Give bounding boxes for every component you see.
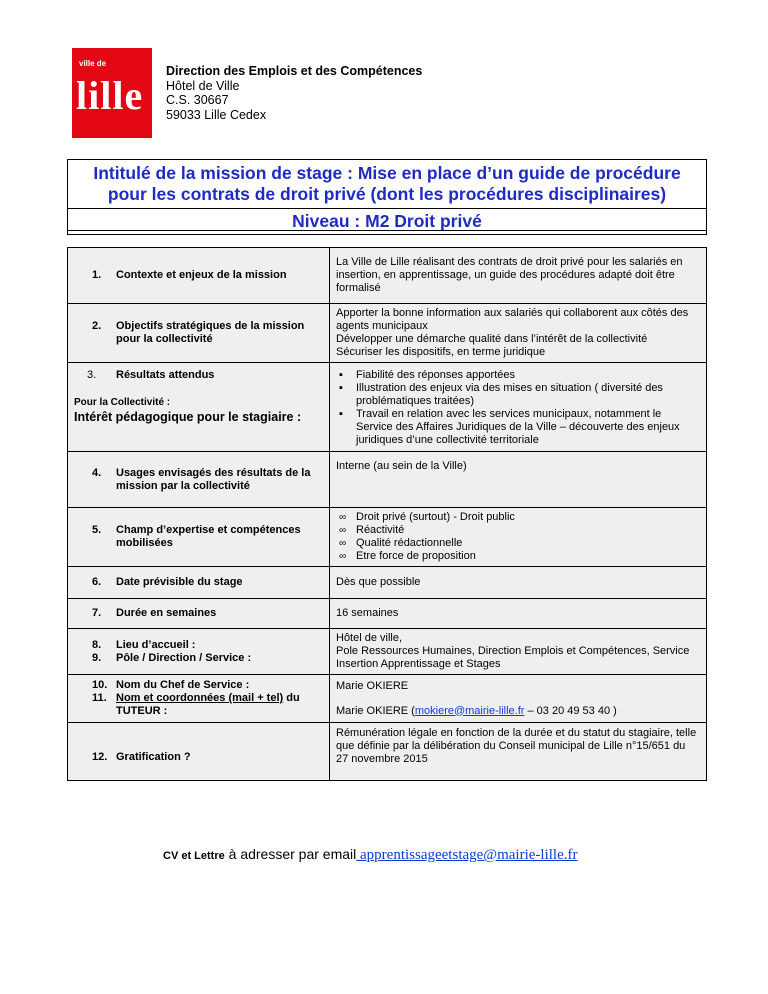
list-item: ▪ Fiabilité des réponses apportées — [336, 369, 700, 382]
row-label: TUTEUR : — [116, 705, 168, 717]
mission-level: Niveau : M2 Droit privé — [292, 211, 482, 231]
list-item: ∞ Qualité rédactionnelle — [336, 537, 700, 550]
results-list — [336, 369, 700, 447]
table-row: 10. Nom du Chef de Service : 11. Nom et coordonnées (mail + tel) du TUTEUR : Marie OKIERE Marie OKIERE (mokiere@mairie-lille.fr – 03 20 49 53 40 ) — [68, 675, 707, 723]
list-item: ∞ Réactivité — [336, 524, 700, 537]
row-label: Résultats attendus — [116, 369, 215, 381]
row-number: 5. — [92, 524, 102, 536]
row-number: 8. — [92, 638, 102, 651]
row-label: Nom du Chef de Service : — [116, 679, 250, 691]
table-row — [68, 629, 707, 675]
row-value — [330, 508, 707, 567]
row-value: Rémunération légale en fonction de la durée et du statut du stagiaire, telle que définie par la délibération du Conseil municipal de Lille n°15/651 du 27 novembre 2015 — [330, 723, 707, 781]
row-number: 12. — [92, 750, 108, 763]
list-item: ▪ Illustration des enjeux via des mises en situation ( diversité des problématiques traitées) — [336, 382, 700, 408]
mission-title-box — [67, 159, 707, 235]
table-row — [68, 599, 707, 629]
row-number: 6. — [92, 576, 102, 588]
tutor-email-link[interactable]: mokiere@mairie-lille.fr — [414, 704, 525, 717]
row-value: Apporter la bonne information aux salariés qui collaborent aux côtés des agents municipaux Développer une démarche qualité dans l’intérêt de la collectivité Sécuriser les dispositifs, en terme juridique — [330, 304, 707, 363]
table-row — [68, 567, 707, 599]
address-line: C.S. 30667 — [166, 93, 229, 107]
row-label: Date prévisible du stage — [116, 576, 243, 588]
row-value: La Ville de Lille réalisant des contrats de droit privé pour les salariés en insertion, en apprentissage, un guide des procédures adapté doit être formalisé — [330, 248, 707, 304]
row-number: 7. — [92, 607, 102, 619]
address-header — [166, 64, 422, 122]
list-item: ∞ Etre force de proposition — [336, 550, 700, 563]
row-label: Usages envisagés des résultats de la mission par la collectivité — [116, 466, 311, 492]
list-item: ∞ Droit privé (surtout) - Droit public — [336, 511, 700, 524]
sub-label: Intérêt pédagogique pour le stagiaire : — [74, 410, 302, 424]
mission-table — [67, 247, 707, 781]
row-value: Hôtel de ville, Pole Ressources Humaines, Direction Emplois et Compétences, Service Insertion Apprentissage et Stages — [330, 629, 707, 675]
table-row — [68, 248, 707, 304]
row-value: 16 semaines — [330, 599, 707, 629]
lille-logo — [72, 48, 152, 138]
row-number: 11. — [92, 692, 107, 704]
table-row — [68, 508, 707, 567]
mission-title: Intitulé de la mission de stage : Mise en place d’un guide de procédure pour les contrats de droit privé (dont les procédures disciplinaires) — [68, 160, 706, 209]
footer — [163, 846, 578, 864]
row-number: 3. — [87, 369, 97, 381]
row-value: Dès que possible — [330, 567, 707, 599]
row-label: Objectifs stratégiques de la mission pour la collectivité — [116, 320, 305, 345]
list-item: ▪ Travail en relation avec les services municipaux, notamment le Service des Affaires Juridiques de la Ville – découverte des enjeux juridiques d’une collectivité territoriale — [336, 408, 700, 447]
table-row — [68, 363, 707, 452]
footer-text: à adresser par email — [224, 846, 357, 862]
row-label: Gratification ? — [116, 750, 191, 763]
row-number: 10. — [92, 679, 108, 691]
organization-name: Direction des Emplois et des Compétences — [166, 64, 423, 78]
row-label: Pôle / Direction / Service : — [116, 651, 252, 664]
row-number: 1. — [92, 269, 102, 281]
row-value: Marie OKIERE Marie OKIERE (mokiere@mairie-lille.fr – 03 20 49 53 40 ) — [330, 675, 707, 723]
row-number: 4. — [92, 466, 102, 479]
row-label: Contexte et enjeux de la mission — [116, 269, 287, 281]
address-line: 59033 Lille Cedex — [166, 107, 267, 122]
logo-small-text: ville de — [79, 59, 107, 68]
row-label: Nom et coordonnées (mail + tel) — [116, 692, 284, 704]
row-label: Lieu d’accueil : — [116, 638, 196, 651]
row-number: 2. — [92, 320, 102, 332]
row-value: Interne (au sein de la Ville) — [330, 452, 707, 508]
row-number: 9. — [92, 651, 102, 664]
divider — [67, 230, 707, 231]
footer-bold: CV et Lettre — [163, 850, 225, 862]
table-row — [68, 304, 707, 363]
footer-email-link[interactable]: apprentissageetstage@mairie-lille.fr — [356, 847, 578, 863]
sub-label: Pour la Collectivité : — [74, 397, 171, 408]
row-label: Durée en semaines — [116, 607, 217, 619]
row-value — [330, 363, 707, 452]
table-row — [68, 723, 707, 781]
row-label: Champ d’expertise et compétences mobilisées — [116, 524, 301, 549]
table-row — [68, 452, 707, 508]
address-line: Hôtel de Ville — [166, 78, 240, 93]
skills-list — [336, 511, 700, 563]
logo-big-text: lille — [76, 73, 144, 118]
